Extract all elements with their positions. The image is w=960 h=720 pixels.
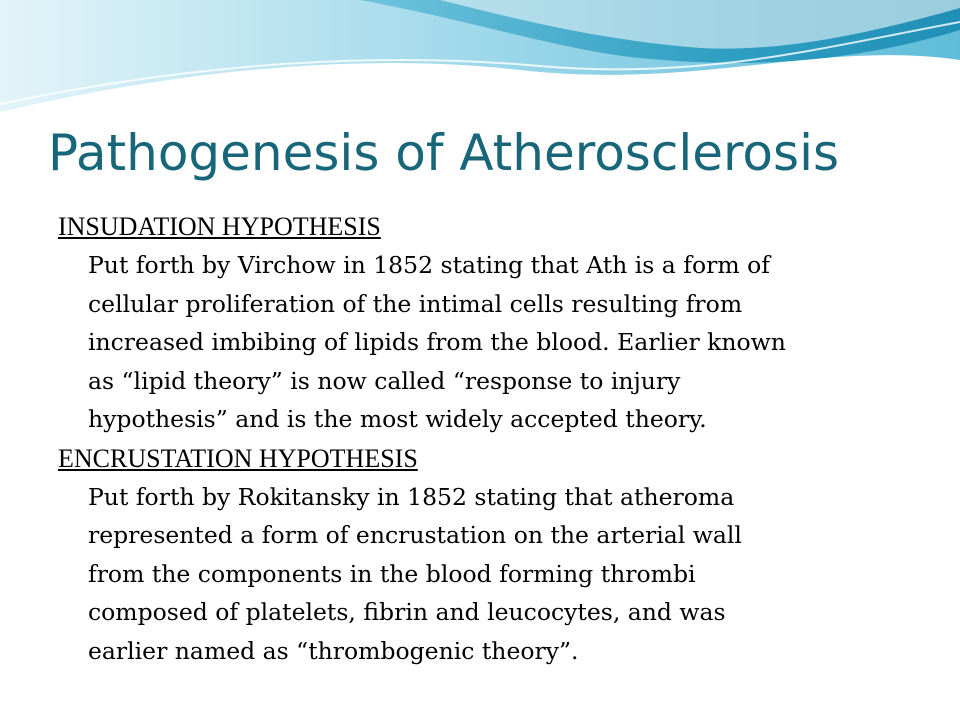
slide-body <box>58 210 918 673</box>
section-heading: INSUDATION HYPOTHESIS <box>58 212 381 241</box>
paragraph-line: cellular proliferation of the intimal cells resulting from <box>88 289 743 318</box>
paragraph-line: hypothesis” and is the most widely accepted theory. <box>88 405 707 433</box>
paragraph-line: from the components in the blood forming thrombi <box>88 559 696 588</box>
slide-title: Pathogenesis of Atherosclerosis <box>48 124 840 182</box>
section-insudation <box>58 210 918 439</box>
decorative-wave-header <box>0 0 960 120</box>
section-paragraph <box>88 478 903 671</box>
section-heading: ENCRUSTATION HYPOTHESIS <box>58 443 418 473</box>
paragraph-line: as “lipid theory” is now called “response to injury <box>88 366 681 395</box>
paragraph-line: represented a form of encrustation on the arterial wall <box>88 521 742 549</box>
paragraph-line: Put forth by Virchow in 1852 stating that Ath is a form of <box>88 251 770 279</box>
section-encrustation <box>58 442 918 671</box>
paragraph-line: Put forth by Rokitansky in 1852 stating that atheroma <box>88 482 735 511</box>
section-paragraph <box>88 246 903 439</box>
paragraph-line: earlier named as “thrombogenic theory”. <box>88 636 579 665</box>
paragraph-line: composed of platelets, fibrin and leucocytes, and was <box>88 598 726 626</box>
paragraph-line: increased imbibing of lipids from the blood. Earlier known <box>88 328 786 356</box>
